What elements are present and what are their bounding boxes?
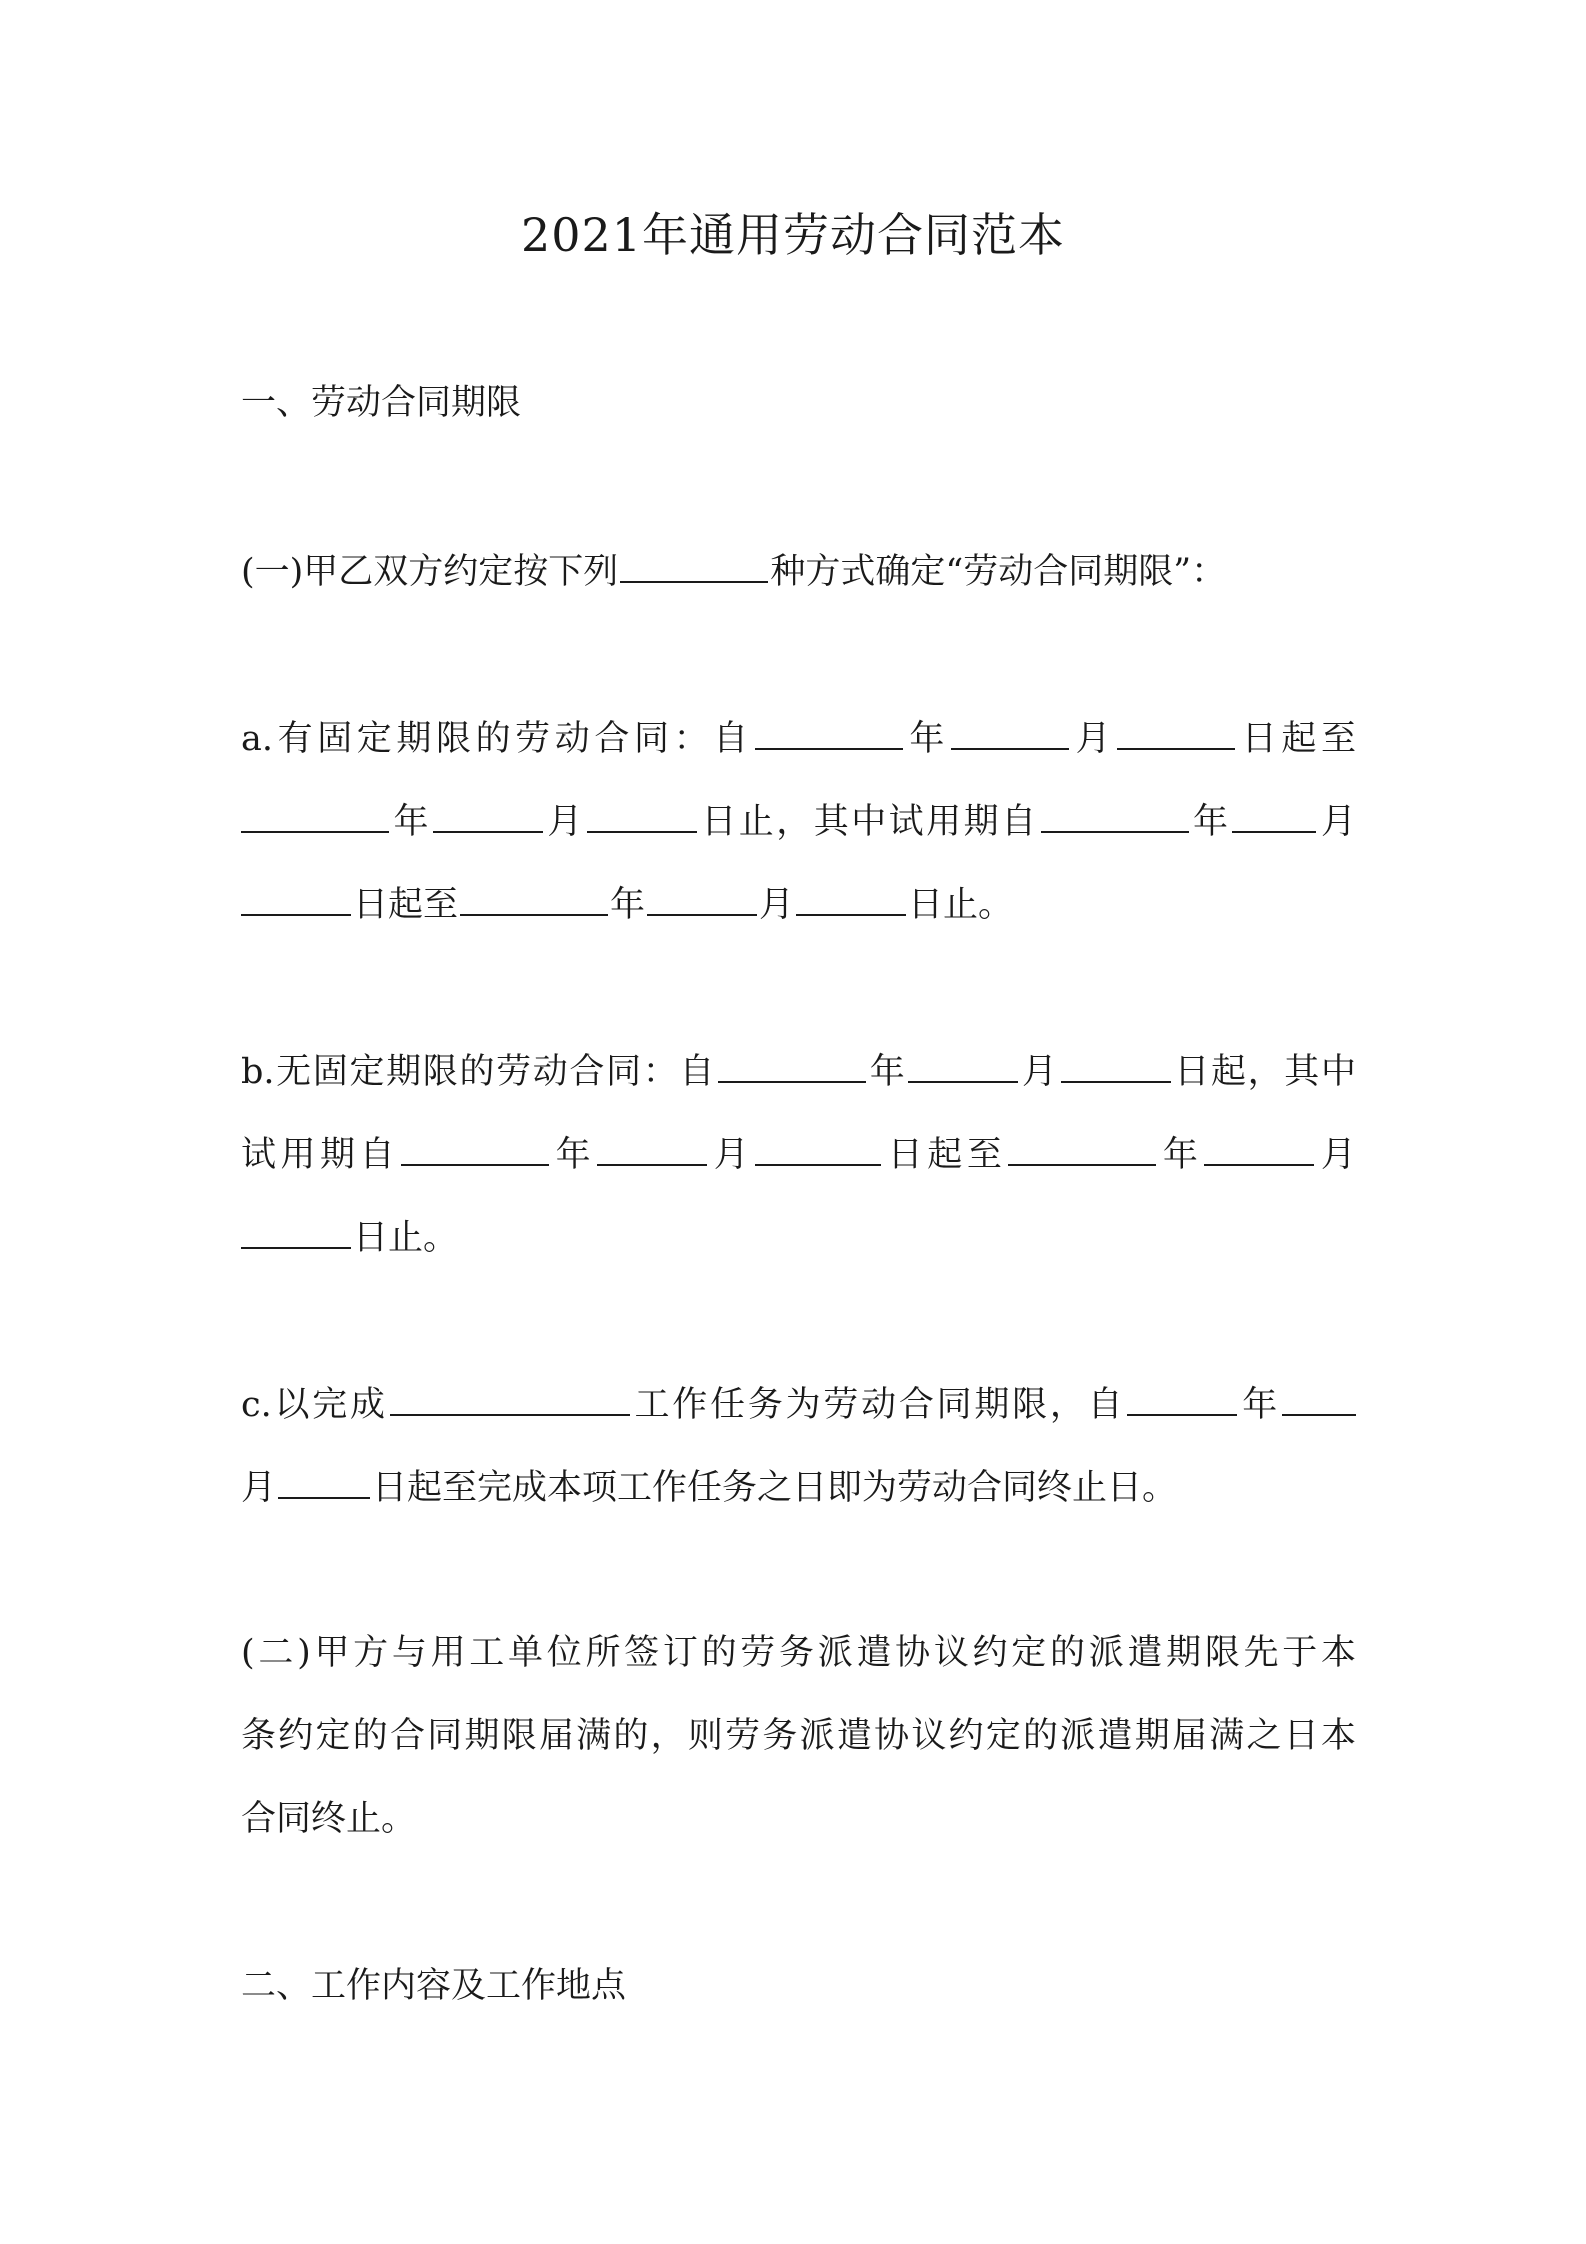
fill-blank [796,878,906,916]
fill-blank [390,1378,630,1416]
text-segment: 日起至完成本项工作任务之日即为劳动合同终止日。 [372,1468,1178,1508]
text-segment: 日止，其中试用期自 [698,802,1039,842]
text-segment: 日起至 [883,1135,1007,1175]
text-segment: 月 [1070,719,1116,759]
fill-blank [1127,1378,1237,1416]
text-segment: 月 [1020,1052,1059,1092]
text-segment: 日起至 [1237,719,1356,759]
fill-blank [1204,1128,1314,1166]
clause-1-line-1 [241,545,1356,597]
fill-blank [1061,1045,1171,1083]
fill-blank [597,1128,707,1166]
option-b-line-3 [241,1211,1356,1263]
fill-blank [278,1461,370,1499]
fill-blank [718,1045,866,1083]
option-b-line-2 [241,1128,1356,1180]
fill-blank [755,1128,881,1166]
fill-blank [951,712,1069,750]
text-segment: (一)甲乙双方约定按下列 [241,552,619,592]
fill-blank [1041,795,1189,833]
fill-blank [620,545,768,583]
fill-blank [1008,1128,1156,1166]
text-segment: 年 [1239,1385,1280,1425]
text-segment: 日起至 [353,885,459,925]
text-segment: 日止。 [908,885,1014,925]
fill-blank [1232,795,1316,833]
text-segment: 年 [868,1052,907,1092]
text-segment: 月 [1316,1135,1356,1175]
text-segment: 月 [241,1468,277,1508]
option-a-line-3 [241,878,1356,930]
fill-blank [241,1211,351,1249]
text-segment: 月 [544,802,585,842]
option-c-line-1 [241,1378,1356,1430]
fill-blank [755,712,903,750]
text-segment: 年 [1158,1135,1203,1175]
text-segment: 日止。 [353,1218,459,1258]
fill-blank [1117,712,1235,750]
fill-blank [460,878,608,916]
text-segment: a.有固定期限的劳动合同：自 [241,719,753,759]
text-segment: 月 [759,885,795,925]
text-segment: 试用期自 [241,1135,400,1175]
fill-blank [908,1045,1018,1083]
text-segment: c.以完成 [241,1385,388,1425]
text-segment: 年 [904,719,949,759]
text-segment: 年 [551,1135,596,1175]
text-segment: 月 [1318,802,1356,842]
section-heading-term: 一、劳动合同期限 [241,383,522,423]
option-b-line-1 [241,1045,1356,1097]
clause-2-line-1: (二)甲方与用工单位所签订的劳务派遣协议约定的派遣期限先于本 [241,1633,1356,1673]
fill-blank [647,878,757,916]
text-segment: 工作任务为劳动合同期限，自 [631,1385,1126,1425]
text-segment: 月 [709,1135,754,1175]
clause-2-line-3: 合同终止。 [241,1799,417,1839]
text-segment: 年 [1190,802,1231,842]
fill-blank [587,795,697,833]
fill-blank [433,795,543,833]
text-segment: 年 [610,885,646,925]
fill-blank [241,878,351,916]
fill-blank [241,795,389,833]
fill-blank [1282,1378,1356,1416]
option-c-line-2 [241,1461,1356,1513]
document-title: 2021年通用劳动合同范本 [520,208,1066,262]
fill-blank [401,1128,549,1166]
clause-2-line-2: 条约定的合同期限届满的，则劳务派遣协议约定的派遣期届满之日本 [241,1716,1356,1756]
text-segment: 种方式确定“劳动合同期限”： [770,552,1227,592]
option-a-line-2 [241,795,1356,847]
section-heading-work: 二、工作内容及工作地点 [241,1966,627,2006]
text-segment: b.无固定期限的劳动合同：自 [241,1052,717,1092]
text-segment: 日起，其中 [1172,1052,1356,1092]
option-a-line-1 [241,712,1356,764]
text-segment: 年 [391,802,431,842]
